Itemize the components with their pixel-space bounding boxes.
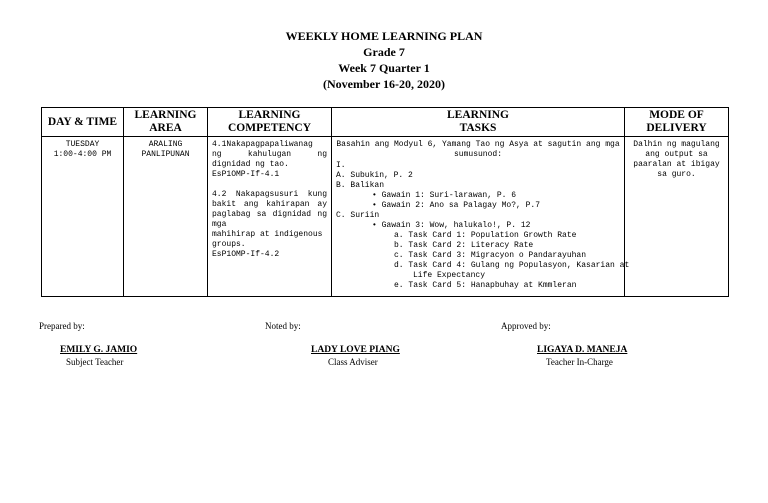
- task-card-3: c. Task Card 3: Migracyon o Pandarayuhan: [394, 251, 587, 260]
- learning-area-line-2: PANLIPUNAN: [141, 150, 190, 159]
- competency-2-text-cont: mahihirap at indigenous groups.: [212, 230, 323, 249]
- week-quarter-label: Week 7 Quarter 1: [338, 61, 430, 75]
- mode-of-delivery-cell: [625, 137, 729, 297]
- tasks-intro: Basahin ang Modyul 6, Yamang Tao ng Asya at sagutin ang mga sumusunod:: [336, 140, 620, 159]
- task-balikan: B. Balikan: [336, 181, 385, 190]
- mode-of-delivery-text: Dalhin ng magulang ang output sa paaralan at ibigay sa guro.: [633, 140, 720, 179]
- header-learning-area: LEARNING AREA: [124, 108, 208, 137]
- approved-by-name: LIGAYA D. MANEJA: [537, 345, 628, 355]
- learning-plan-table: [41, 107, 729, 297]
- competency-1-text: 4.1Nakapagpapaliwanag ng kahulugan ng dignidad ng tao.: [212, 140, 327, 169]
- task-card-4: d. Task Card 4: Gulang ng Populasyon, Kasarian at: [394, 261, 630, 270]
- document-title: WEEKLY HOME LEARNING PLAN: [285, 29, 483, 43]
- task-card-5: e. Task Card 5: Hanapbuhay at Kmmleran: [394, 281, 577, 290]
- table-header-row: [42, 108, 729, 137]
- task-card-4-cont: Life Expectancy: [413, 271, 486, 280]
- prepared-by-role: Subject Teacher: [66, 357, 124, 367]
- task-suriin: C. Suriin: [336, 211, 380, 220]
- prepared-by-name: EMILY G. JAMIO: [60, 345, 138, 355]
- learning-area-line-1: ARALING: [148, 140, 183, 149]
- date-range-label: (November 16-20, 2020): [322, 77, 446, 91]
- header-learning-tasks: LEARNING TASKS: [332, 108, 625, 137]
- learning-tasks-cell: [332, 137, 630, 297]
- task-roman-one: I.: [336, 161, 346, 170]
- task-card-2: b. Task Card 2: Literacy Rate: [394, 241, 534, 250]
- grade-label: Grade 7: [363, 45, 405, 59]
- approved-by-label: Approved by:: [501, 321, 551, 331]
- table-row: [42, 137, 729, 297]
- task-gawain-2: • Gawain 2: Ano sa Palagay Mo?, P.7: [372, 201, 541, 210]
- noted-by-name: LADY LOVE PIANG: [311, 345, 400, 355]
- task-gawain-3: • Gawain 3: Wow, halukalo!, P. 12: [372, 221, 531, 230]
- competency-1-code: EsP1OMP-If-4.1: [212, 170, 280, 179]
- learning-competency-cell: [208, 137, 332, 297]
- approved-by-role: Teacher In-Charge: [546, 357, 613, 367]
- competency-2-code: EsP1OMP-If-4.2: [212, 250, 280, 259]
- header-day-time: DAY & TIME: [42, 108, 124, 137]
- noted-by-role: Class Adviser: [328, 357, 378, 367]
- learning-area-cell: [124, 137, 208, 297]
- document-header: [0, 28, 768, 92]
- competency-2-text: 4.2 Nakapagsusuri kung bakit ang kahirapan ay paglabag sa dignidad ng mga: [212, 190, 327, 229]
- task-subukin: A. Subukin, P. 2: [336, 171, 413, 180]
- day-time-cell: [42, 137, 124, 297]
- prepared-by-label: Prepared by:: [39, 321, 85, 331]
- task-card-1: a. Task Card 1: Population Growth Rate: [394, 231, 577, 240]
- header-learning-competency: LEARNING COMPETENCY: [208, 108, 332, 137]
- day-text: TUESDAY: [65, 140, 100, 149]
- time-text: 1:00-4:00 PM: [53, 150, 112, 159]
- noted-by-label: Noted by:: [265, 321, 301, 331]
- header-mode-of-delivery: MODE OF DELIVERY: [625, 108, 729, 137]
- task-gawain-1: • Gawain 1: Suri-larawan, P. 6: [372, 191, 517, 200]
